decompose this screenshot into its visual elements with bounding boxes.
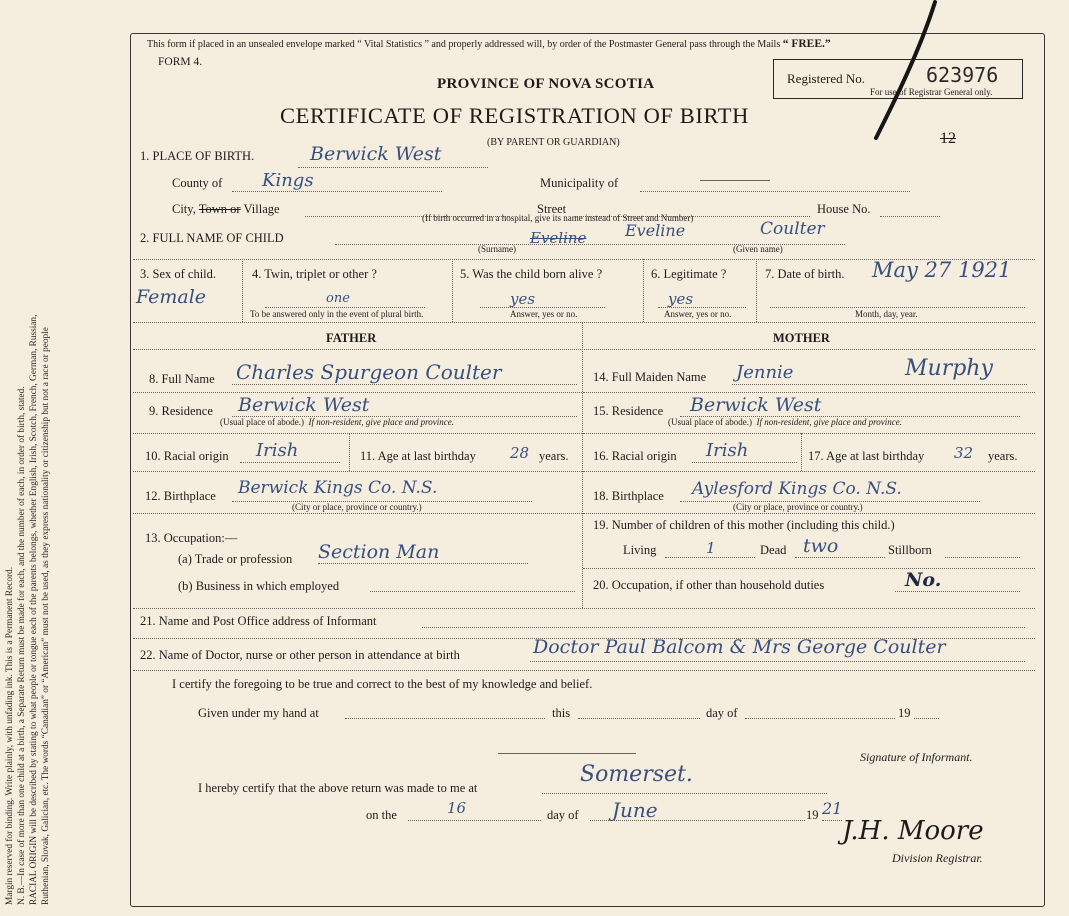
mother-occupation-label: 20. Occupation, if other than household duties <box>593 578 825 592</box>
province-heading: PROVINCE OF NOVA SCOTIA <box>437 76 655 92</box>
registered-label: Registered No. <box>787 71 865 86</box>
father-name: Charles Spurgeon Coulter <box>236 360 502 384</box>
father-birthplace-note: (City or place, province or country.) <box>292 502 422 512</box>
municipality-label: Municipality of <box>540 176 619 190</box>
place-of-birth-label: 1. PLACE OF BIRTH. <box>140 149 255 163</box>
mother-occupation: No. <box>905 569 942 591</box>
hospital-note: (If birth occurred in a hospital, give its name instead of Street and Number) <box>422 213 694 223</box>
alive-value: yes <box>510 290 536 308</box>
father-occupation-label: 13. Occupation:— <box>145 531 238 545</box>
county-line <box>232 191 442 192</box>
father-racial-label: 10. Racial origin <box>145 449 229 463</box>
informant-signature-line <box>498 753 636 754</box>
father-residence-label: 9. Residence <box>149 404 213 418</box>
informant-signature-label: Signature of Informant. <box>860 750 973 764</box>
house-number-line <box>880 216 940 217</box>
row-divider-bottom <box>133 322 1035 323</box>
given-year-label: 19 <box>898 706 911 720</box>
subtitle: (BY PARENT OR GUARDIAN) <box>487 137 620 148</box>
mail-notice: This form if placed in an unsealed envelope marked “ Vital Statistics ” and properly addressed will, by order of the Postmaster General pass through the Mails “ FREE.” <box>147 38 831 50</box>
registrar-month: June <box>612 798 658 822</box>
father-heading: FATHER <box>326 331 377 345</box>
living-line <box>665 557 755 558</box>
doctor-value: Doctor Paul Balcom & Mrs George Coulter <box>533 636 946 658</box>
alive-note: Answer, yes or no. <box>510 309 578 319</box>
doctor-label: 22. Name of Doctor, nurse or other person in attendance at birth <box>140 648 460 662</box>
father-row-divider-1 <box>133 392 582 393</box>
mother-age: 32 <box>954 444 974 462</box>
stillborn-label: Stillborn <box>888 543 932 557</box>
page-title: CERTIFICATE OF REGISTRATION OF BIRTH <box>280 103 749 128</box>
county-value: Kings <box>262 170 314 191</box>
mother-row-divider-5 <box>583 568 1035 569</box>
twin-value: one <box>326 291 350 306</box>
registrar-use-note: For use of Registrar General only. <box>870 87 993 97</box>
dead-label: Dead <box>760 543 787 557</box>
this-label: this <box>552 706 571 720</box>
registrar-year-line <box>822 820 842 821</box>
alive-line <box>480 307 605 308</box>
father-birthplace: Berwick Kings Co. N.S. <box>238 478 438 498</box>
legitimate-label: 6. Legitimate ? <box>651 267 727 281</box>
house-number-label: House No. <box>817 202 871 216</box>
place-of-birth-value: Berwick West <box>310 143 442 165</box>
legitimate-line <box>658 307 746 308</box>
father-trade-label: (a) Trade or profession <box>178 552 293 566</box>
father-age-label: 11. Age at last birthday <box>360 449 476 463</box>
surname-caption: (Surname) <box>478 244 516 254</box>
mother-first-name: Jennie <box>736 362 794 383</box>
margin-line-2: N. B.—In case of more than one child at a birth, a Separate Return must be made for each, and the number of each, in order of birth, stated. <box>17 386 27 905</box>
mother-residence-note: (Usual place of abode.) If non-resident, give place and province. <box>668 417 903 427</box>
street-label: Street <box>537 202 567 216</box>
dead-line <box>795 557 885 558</box>
place-of-birth-line <box>298 167 488 168</box>
father-name-label: 8. Full Name <box>149 372 215 386</box>
on-the-label: on the <box>366 808 397 822</box>
given-name-caption: (Given name) <box>733 244 783 254</box>
given-place-line <box>345 718 545 719</box>
division-registrar-label: Division Registrar. <box>892 851 983 865</box>
margin-line-1: Margin reserved for binding. Write plainly, with unfading ink. This is a Permanent Record. <box>5 566 15 905</box>
father-residence-note: (Usual place of abode.) If non-resident, give place and province. <box>220 417 455 427</box>
dob-note: Month, day, year. <box>855 309 918 319</box>
father-row-divider-3 <box>133 471 582 472</box>
registrar-day-of-label: day of <box>547 808 579 822</box>
registrar-month-line <box>590 820 805 821</box>
registrar-signature: J.H. Moore <box>842 816 984 846</box>
mother-last-name: Murphy <box>905 356 993 381</box>
mother-racial-line <box>692 462 797 463</box>
mother-row-divider-1 <box>583 392 1035 393</box>
mother-residence: Berwick West <box>690 394 822 416</box>
municipality-line <box>640 191 910 192</box>
mother-row-divider-2 <box>583 433 1035 434</box>
mother-name-line <box>732 384 1027 385</box>
informant-line <box>422 627 1025 628</box>
mother-age-label: 17. Age at last birthday <box>808 449 925 463</box>
legitimate-note: Answer, yes or no. <box>664 309 732 319</box>
given-day-of-label: day of <box>706 706 738 720</box>
father-business-label: (b) Business in which employed <box>178 579 340 593</box>
margin-notes <box>4 25 52 905</box>
margin-line-4: Ruthenian, Slovak, Galician, etc. The words “Canadian” or “American” must not be used, as they express nationality or citizenship but not a race or people <box>41 327 51 905</box>
given-day-line <box>578 718 700 719</box>
registrar-day: 16 <box>447 799 467 817</box>
twin-line <box>265 307 425 308</box>
dead-value: two <box>803 535 839 557</box>
cell-divider-4 <box>756 259 757 322</box>
dob-value: May 27 1921 <box>872 258 1012 282</box>
registrar-day-line <box>408 820 541 821</box>
child-surname-struck: Eveline <box>530 229 587 247</box>
mother-racial: Irish <box>706 440 749 461</box>
stillborn-line <box>945 557 1020 558</box>
twin-note: To be answered only in the event of plural birth. <box>250 309 424 319</box>
mother-age-divider <box>801 433 802 471</box>
mother-age-unit: years. <box>988 449 1018 463</box>
father-trade-line <box>318 563 528 564</box>
sex-value: Female <box>136 286 207 308</box>
registrar-place-line <box>542 793 827 794</box>
given-year-line <box>914 718 939 719</box>
registered-number: 623976 <box>926 63 999 87</box>
legitimate-value: yes <box>668 290 694 308</box>
mother-row-divider-3 <box>583 471 1035 472</box>
mother-heading: MOTHER <box>773 331 830 345</box>
father-business-line <box>370 591 575 592</box>
mother-racial-label: 16. Racial origin <box>593 449 677 463</box>
form-number: FORM 4. <box>158 56 203 68</box>
mother-occupation-line <box>895 591 1020 592</box>
mother-row-divider-4 <box>583 513 1035 514</box>
living-value: 1 <box>706 539 716 557</box>
cell-divider-2 <box>452 259 453 322</box>
corner-number: 12 <box>940 130 956 147</box>
twin-label: 4. Twin, triplet or other ? <box>252 267 377 281</box>
father-row-divider-4 <box>133 513 582 514</box>
mother-residence-label: 15. Residence <box>593 404 664 418</box>
parents-header-line <box>133 349 1035 350</box>
mother-birthplace: Aylesford Kings Co. N.S. <box>692 479 902 499</box>
father-age-divider <box>349 433 350 471</box>
living-label: Living <box>623 543 657 557</box>
given-month-line <box>745 718 895 719</box>
father-racial: Irish <box>256 440 299 461</box>
father-trade: Section Man <box>318 541 440 563</box>
mother-name-label: 14. Full Maiden Name <box>593 370 707 384</box>
child-surname: Coulter <box>760 219 825 239</box>
registrar-year: 21 <box>822 799 843 818</box>
city-town-village-label: City, Town or Village <box>172 202 280 216</box>
ink-slash-mark <box>860 0 950 145</box>
father-racial-line <box>240 462 340 463</box>
informant-label: 21. Name and Post Office address of Informant <box>140 614 377 628</box>
child-given-name: Eveline <box>625 221 686 240</box>
certify-text: I certify the foregoing to be true and correct to the best of my knowledge and belief. <box>172 677 593 691</box>
dob-label: 7. Date of birth. <box>765 267 845 281</box>
doctor-bottom-divider <box>133 670 1035 671</box>
county-label: County of <box>172 176 223 190</box>
cell-divider-1 <box>242 259 243 322</box>
registrar-place: Somerset. <box>580 762 693 787</box>
mother-birthplace-note: (City or place, province or country.) <box>733 502 863 512</box>
sex-label: 3. Sex of child. <box>140 267 217 281</box>
registrar-year-prefix: 19 <box>806 808 819 822</box>
cell-divider-3 <box>643 259 644 322</box>
child-name-label: 2. FULL NAME OF CHILD <box>140 231 284 245</box>
father-age: 28 <box>510 444 530 462</box>
father-age-unit: years. <box>539 449 569 463</box>
alive-label: 5. Was the child born alive ? <box>460 267 603 281</box>
informant-top-divider <box>133 608 1035 609</box>
father-row-divider-2 <box>133 433 582 434</box>
father-residence: Berwick West <box>238 394 370 416</box>
mother-children-label: 19. Number of children of this mother (including this child.) <box>593 518 895 532</box>
father-birthplace-label: 12. Birthplace <box>145 489 216 503</box>
registrar-certify-text: I hereby certify that the above return was made to me at <box>198 781 478 795</box>
margin-line-3: RACIAL ORIGIN will be described by stating to what people or tongue each of the parents belongs, whether English, Irish, Scotch, French, German, Russian, <box>29 314 39 905</box>
parents-center-divider <box>582 323 583 608</box>
mother-birthplace-label: 18. Birthplace <box>593 489 664 503</box>
dob-line <box>770 307 1025 308</box>
municipality-dash <box>700 180 770 181</box>
father-name-line <box>232 384 577 385</box>
given-under-hand-label: Given under my hand at <box>198 706 319 720</box>
doctor-line <box>530 661 1025 662</box>
